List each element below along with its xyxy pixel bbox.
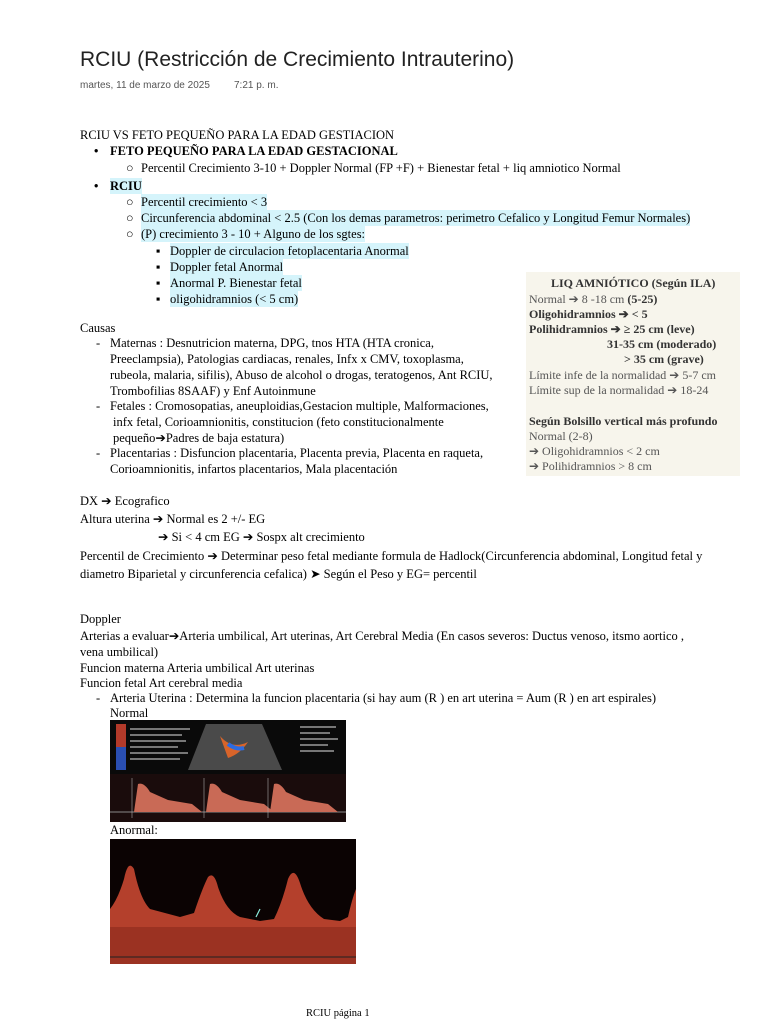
liq-normal: Normal ➔ 8 -18 cm (5-25) (529, 292, 658, 306)
dx-line-4: Percentil de Crecimiento ➔ Determinar peso fetal mediante formula de Hadlock(Circunferencia abdominal, Longitud fetal y (80, 549, 703, 563)
fpeg-bullet: • (94, 144, 99, 158)
square-bullet: ▪ (156, 292, 161, 306)
liq-limite-sup: Límite sup de la normalidad ➔ 18-24 (529, 383, 709, 397)
liq-oligo: Oligohidramnios ➔ < 5 (529, 307, 648, 321)
causas-placentarias-2: Corioamnionitis, infartos placentarios, Mala placentación (110, 462, 398, 476)
fpeg-item: Percentil Crecimiento 3-10 + Doppler Normal (FP +F) + Bienestar fetal + liq amniotico Normal (141, 161, 621, 175)
abnormal-doppler-image (110, 839, 356, 964)
doppler-line-4: Funcion fetal Art cerebral media (80, 676, 243, 690)
causas-placentarias-1: Placentarias : Disfuncion placentaria, Placenta previa, Placenta en raqueta, (110, 446, 484, 460)
section-heading: RCIU VS FETO PEQUEÑO PARA LA EDAD GESTIACION (80, 128, 395, 142)
circle-bullet: ○ (126, 227, 134, 241)
liq-poli: Polihidramnios ➔ ≥ 25 cm (leve) (529, 322, 695, 336)
doppler-line-1: Arterias a evaluar➔Arteria umbilical, Art uterinas, Art Cerebral Media (En casos severos: Ductus venoso, itsmo aortico , (80, 629, 685, 643)
square-bullet: ▪ (156, 244, 161, 258)
doppler-line-3: Funcion materna Arteria umbilical Art uterinas (80, 661, 315, 675)
doppler-normal-label: Normal (110, 706, 149, 720)
rciu-sub-3: Anormal P. Bienestar fetal (170, 276, 302, 290)
causas-fetales-3: pequeño➔Padres de baja estatura) (113, 431, 285, 445)
doppler-line-2: vena umbilical) (80, 645, 159, 659)
square-bullet: ▪ (156, 276, 161, 290)
dash-bullet: - (96, 446, 101, 460)
doppler-line-5: Arteria Uterina : Determina la funcion placentaria (si hay aum (R ) en art uterina = Aum (R ) en art espirales) (110, 691, 657, 705)
dx-line-5: diametro Biparietal y circunferencia cefalica) ➤ Según el Peso y EG= percentil (80, 567, 477, 581)
dash-bullet: - (96, 399, 101, 413)
dash-bullet: - (96, 691, 101, 705)
dash-bullet: - (96, 336, 101, 350)
causas-maternas-3: rubeola, malaria, sifilis), Abuso de alcohol o drogas, teratogenos, Ant RCIU, (110, 368, 493, 382)
rciu-item-1: Percentil crecimiento < 3 (141, 195, 268, 209)
page-date: martes, 11 de marzo de 2025 (80, 80, 210, 91)
doppler-anormal-label: Anormal: (110, 823, 158, 837)
rciu-sub-4: oligohidramnios (< 5 cm) (170, 292, 299, 306)
bolsillo-oligo: ➔ Oligohidramnios < 2 cm (529, 444, 660, 458)
dx-line-3: ➔ Si < 4 cm EG ➔ Sospx alt crecimiento (158, 530, 365, 544)
causas-fetales-1: Fetales : Cromosopatias, aneuploidias,Gestacion multiple, Malformaciones, (110, 399, 489, 413)
causas-fetales-2: infx fetal, Corioamnionitis, constitucion (feto constitucionalmente (113, 415, 444, 429)
square-bullet: ▪ (156, 260, 161, 274)
circle-bullet: ○ (126, 195, 134, 209)
causas-maternas-1: Maternas : Desnutricion materna, DPG, tnos HTA (HTA cronica, (110, 336, 434, 350)
page-footer: RCIU página 1 (306, 1008, 370, 1019)
fpeg-heading: FETO PEQUEÑO PARA LA EDAD GESTACIONAL (110, 144, 398, 158)
page-title: RCIU (Restricción de Crecimiento Intrauterino) (80, 48, 515, 71)
causas-maternas-2: Preeclampsia), Patologias cardiacas, renales, Infx x CMV, toxoplasma, (110, 352, 464, 366)
doppler-heading: Doppler (80, 612, 121, 626)
liq-moderado: 31-35 cm (moderado) (607, 337, 717, 351)
bolsillo-poli: ➔ Polihidramnios > 8 cm (529, 459, 652, 473)
rciu-heading: RCIU (110, 179, 142, 193)
rciu-sub-2: Doppler fetal Anormal (170, 260, 284, 274)
causas-maternas-4: Trombofilias 8SAAF) y Enf Autoinmune (110, 384, 316, 398)
dx-line-1: DX ➔ Ecografico (80, 494, 170, 508)
normal-doppler-image (110, 720, 346, 822)
page-time: 7:21 p. m. (234, 80, 279, 91)
rciu-item-2: Circunferencia abdominal < 2.5 (Con los demas parametros: perimetro Cefalico y Longitud Femur Normales) (141, 211, 691, 225)
circle-bullet: ○ (126, 161, 134, 175)
causas-heading: Causas (80, 321, 116, 335)
circle-bullet: ○ (126, 211, 134, 225)
rciu-sub-1: Doppler de circulacion fetoplacentaria Anormal (170, 244, 409, 258)
liq-limite-inf: Límite infe de la normalidad ➔ 5-7 cm (529, 368, 716, 382)
liq-grave: > 35 cm (grave) (624, 352, 704, 366)
dx-line-2: Altura uterina ➔ Normal es 2 +/- EG (80, 512, 266, 526)
bolsillo-normal: Normal (2-8) (529, 429, 593, 443)
liq-title: LIQ AMNIÓTICO (Según ILA) (551, 276, 716, 290)
rciu-bullet: • (94, 179, 99, 193)
rciu-item-3: (P) crecimiento 3 - 10 + Alguno de los sgtes: (141, 227, 366, 241)
bolsillo-title: Según Bolsillo vertical más profundo (529, 414, 718, 428)
